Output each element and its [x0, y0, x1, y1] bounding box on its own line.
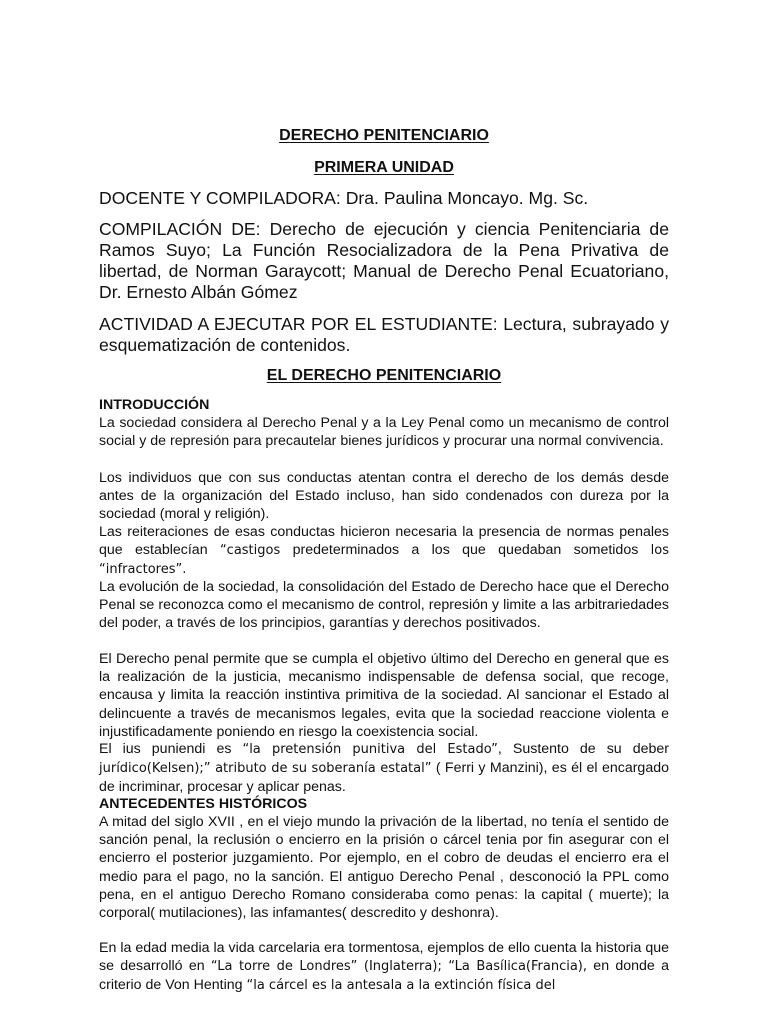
paragraph-7: A mitad del siglo XVII , en el viejo mundo la privación de la libertad, no tenía el sentido de sanción penal, la reclusión o encierro en la prisión o cárcel tenia por fin asegurar con el encierro el posterior juzgamiento. Por ejemplo, en el cobro de deudas el encierro era el medio para el pago, no la sanción. El antiguo Derecho Penal , desconoció la PPL como pena, en el antiguo Derecho Romano consideraba como penas: la capital ( muerte); la corporal( mutilaciones), las infamantes( descredito y deshonra). — [99, 814, 669, 922]
paragraph-8-part-1: En la edad media la vida carcelaria era tormentosa, ejemplos de ello cuenta la historia que se desarrolló en — [99, 940, 669, 975]
antecedentes-heading: ANTECEDENTES HISTÓRICOS — [99, 796, 308, 812]
document-subtitle: PRIMERA UNIDAD — [314, 159, 454, 176]
paragraph-3-quote-infractores: los “infractores”. — [99, 543, 669, 578]
paragraph-6-quote-kelsen: jurídico(Kelsen);” atributo de su soberanía estatal” — [99, 761, 432, 777]
paragraph-6-part-2: , Sustento de su deber — [497, 741, 669, 757]
paragraph-6 — [99, 740, 669, 797]
document-title: DERECHO PENITENCIARIO — [279, 127, 489, 144]
paragraph-3-part-2: predeterminados a los que quedaban sometidos — [280, 542, 651, 559]
paragraph-2: Los individuos que con sus conductas atentan contra el derecho de los demás desde antes de la organización del Estado incluso, han sido condenados con dureza por la sociedad (moral y religión). — [99, 470, 669, 523]
paragraph-1: La sociedad considera al Derecho Penal y a la Ley Penal como un mecanismo de control social y de represión para precautelar bienes jurídicos y procurar una normal convivencia. — [99, 415, 669, 450]
docente-line: DOCENTE Y COMPILADORA: Dra. Paulina Moncayo. Mg. Sc. — [99, 188, 589, 208]
paragraph-6-part-1: El ius puniendi es — [99, 741, 243, 757]
paragraph-8 — [99, 939, 669, 996]
actividad-paragraph: ACTIVIDAD A EJECUTAR POR EL ESTUDIANTE: Lectura, subrayado y esquematización de contenidos. — [99, 314, 669, 355]
document-page — [99, 0, 669, 1024]
paragraph-8-part-2: en donde a criterio de Von Henting — [99, 958, 669, 994]
paragraph-8-quote-carcel: “la cárcel es la antesala a la extinción física del — [246, 978, 556, 994]
paragraph-5: El Derecho penal permite que se cumpla el objetivo último del Derecho en general que es la realización de la justicia, mecanismo indispensable de defensa social, que recoge, encausa y limita la reacción instintiva primitiva de la sociedad. Al sancionar el Estado al delincuente a través de mecanismos legales, evita que la sociedad reaccione violenta e injustificadamente poniendo en riesgo la coexistencia social. — [99, 651, 669, 740]
intro-heading: INTRODUCCIÓN — [99, 397, 210, 413]
paragraph-8-quote-londres: “La torre de Londres” (Inglaterra); “La Basílica(Francia), — [210, 959, 588, 975]
section-title: EL DERECHO PENITENCIARIO — [266, 367, 502, 384]
paragraph-3-quote-castigos: “castigos — [219, 543, 281, 559]
paragraph-3-part-1: Las reiteraciones de esas conductas hicieron necesaria la presencia de normas penales que establecían — [99, 524, 669, 559]
compilacion-paragraph: COMPILACIÓN DE: Derecho de ejecución y ciencia Penitenciaria de Ramos Suyo; La Función Resocializadora de la Pena Privativa de libertad, de Norman Garaycott; Manual de Derecho Penal Ecuatoriano, Dr. Ernesto Albán Gómez — [99, 219, 669, 302]
paragraph-6-part-3: ( Ferri y Manzini), es él el encargado de incriminar, procesar y aplicar penas. — [99, 760, 669, 796]
paragraph-3 — [99, 523, 669, 580]
paragraph-4: La evolución de la sociedad, la consolidación del Estado de Derecho hace que el Derecho Penal se reconozca como el mecanismo de control, represión y limite a las arbitrariedades del poder, a través de los principios, garantías y derechos positivados. — [99, 579, 669, 632]
paragraph-6-quote-pretension: “la pretensión punitiva del Estado” — [242, 742, 498, 757]
